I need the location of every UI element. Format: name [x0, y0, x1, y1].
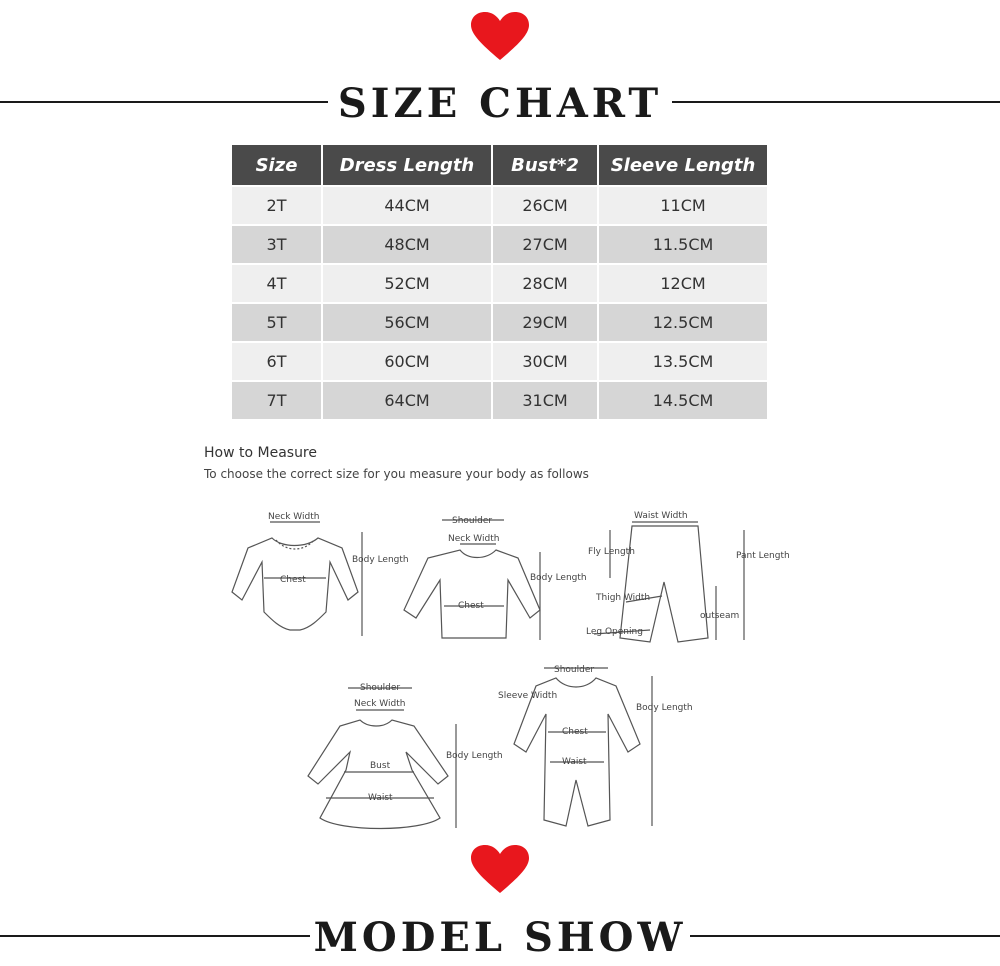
- table-cell: 5T: [232, 303, 322, 342]
- diagram-label: Chest: [562, 727, 588, 737]
- table-cell: 12CM: [598, 264, 767, 303]
- table-cell: 29CM: [492, 303, 598, 342]
- table-cell: 14.5CM: [598, 381, 767, 419]
- column-header: Dress Length: [322, 145, 492, 186]
- size-table: [232, 145, 767, 419]
- table-cell: 44CM: [322, 186, 492, 225]
- table-cell: 2T: [232, 186, 322, 225]
- diagram-label: Neck Width: [354, 699, 406, 709]
- diagram-label: Waist: [368, 793, 393, 803]
- table-row: [232, 303, 767, 342]
- table-row: [232, 186, 767, 225]
- table-cell: 7T: [232, 381, 322, 419]
- column-header: Bust*2: [492, 145, 598, 186]
- heart-icon: [471, 12, 529, 62]
- right-rule: [672, 101, 1000, 103]
- diagram-label: Shoulder: [360, 683, 401, 693]
- section-title: MODEL SHOW: [313, 914, 687, 961]
- column-header: Size: [232, 145, 322, 186]
- table-row: [232, 225, 767, 264]
- diagram-label: Neck Width: [268, 512, 320, 522]
- diagram-label: Sleeve Width: [498, 691, 558, 701]
- table-cell: 11.5CM: [598, 225, 767, 264]
- page-title: SIZE CHART: [337, 80, 663, 127]
- diagram-label: outseam: [700, 611, 740, 621]
- diagram-label: Shoulder: [452, 516, 493, 526]
- diagram-label: Waist Width: [634, 511, 688, 521]
- table-row: [232, 381, 767, 419]
- table-cell: 27CM: [492, 225, 598, 264]
- right-rule: [690, 935, 1000, 937]
- diagram-label: Thigh Width: [596, 593, 651, 603]
- size-chart-heading: [0, 78, 1000, 128]
- table-cell: 3T: [232, 225, 322, 264]
- diagram-label: Body Length: [352, 555, 409, 565]
- table-cell: 6T: [232, 342, 322, 381]
- pants-diagram: [594, 522, 744, 642]
- model-show-heading: [0, 912, 1000, 962]
- table-cell: 26CM: [492, 186, 598, 225]
- table-cell: 31CM: [492, 381, 598, 419]
- diagram-label: Body Length: [530, 573, 587, 583]
- table-cell: 60CM: [322, 342, 492, 381]
- how-to-measure-subtitle: To choose the correct size for you measure your body as follows: [204, 467, 589, 481]
- table-cell: 28CM: [492, 264, 598, 303]
- table-cell: 52CM: [322, 264, 492, 303]
- diagram-label: Bust: [370, 761, 391, 771]
- left-rule: [0, 101, 328, 103]
- heart-icon: [471, 845, 529, 895]
- diagram-label: Chest: [280, 575, 306, 585]
- table-cell: 4T: [232, 264, 322, 303]
- diagram-label: Fly Length: [588, 547, 635, 557]
- table-cell: 56CM: [322, 303, 492, 342]
- left-rule: [0, 935, 310, 937]
- table-cell: 64CM: [322, 381, 492, 419]
- measurement-diagrams: [0, 500, 1000, 840]
- dress-diagram: [308, 688, 456, 829]
- table-cell: 30CM: [492, 342, 598, 381]
- table-row: [232, 342, 767, 381]
- table-cell: 12.5CM: [598, 303, 767, 342]
- diagram-label: Leg Opening: [586, 627, 643, 637]
- table-cell: 13.5CM: [598, 342, 767, 381]
- table-header-row: [232, 145, 767, 186]
- diagram-label: Waist: [562, 757, 587, 767]
- diagram-label: Neck Width: [448, 534, 500, 544]
- table-cell: 11CM: [598, 186, 767, 225]
- diagram-labels: [268, 511, 790, 803]
- table-cell: 48CM: [322, 225, 492, 264]
- diagram-label: Body Length: [446, 751, 503, 761]
- diagram-label: Shoulder: [554, 665, 595, 675]
- diagram-label: Chest: [458, 601, 484, 611]
- column-header: Sleeve Length: [598, 145, 767, 186]
- how-to-measure-title: How to Measure: [204, 445, 317, 461]
- diagram-label: Pant Length: [736, 551, 790, 561]
- table-row: [232, 264, 767, 303]
- diagram-label: Body Length: [636, 703, 693, 713]
